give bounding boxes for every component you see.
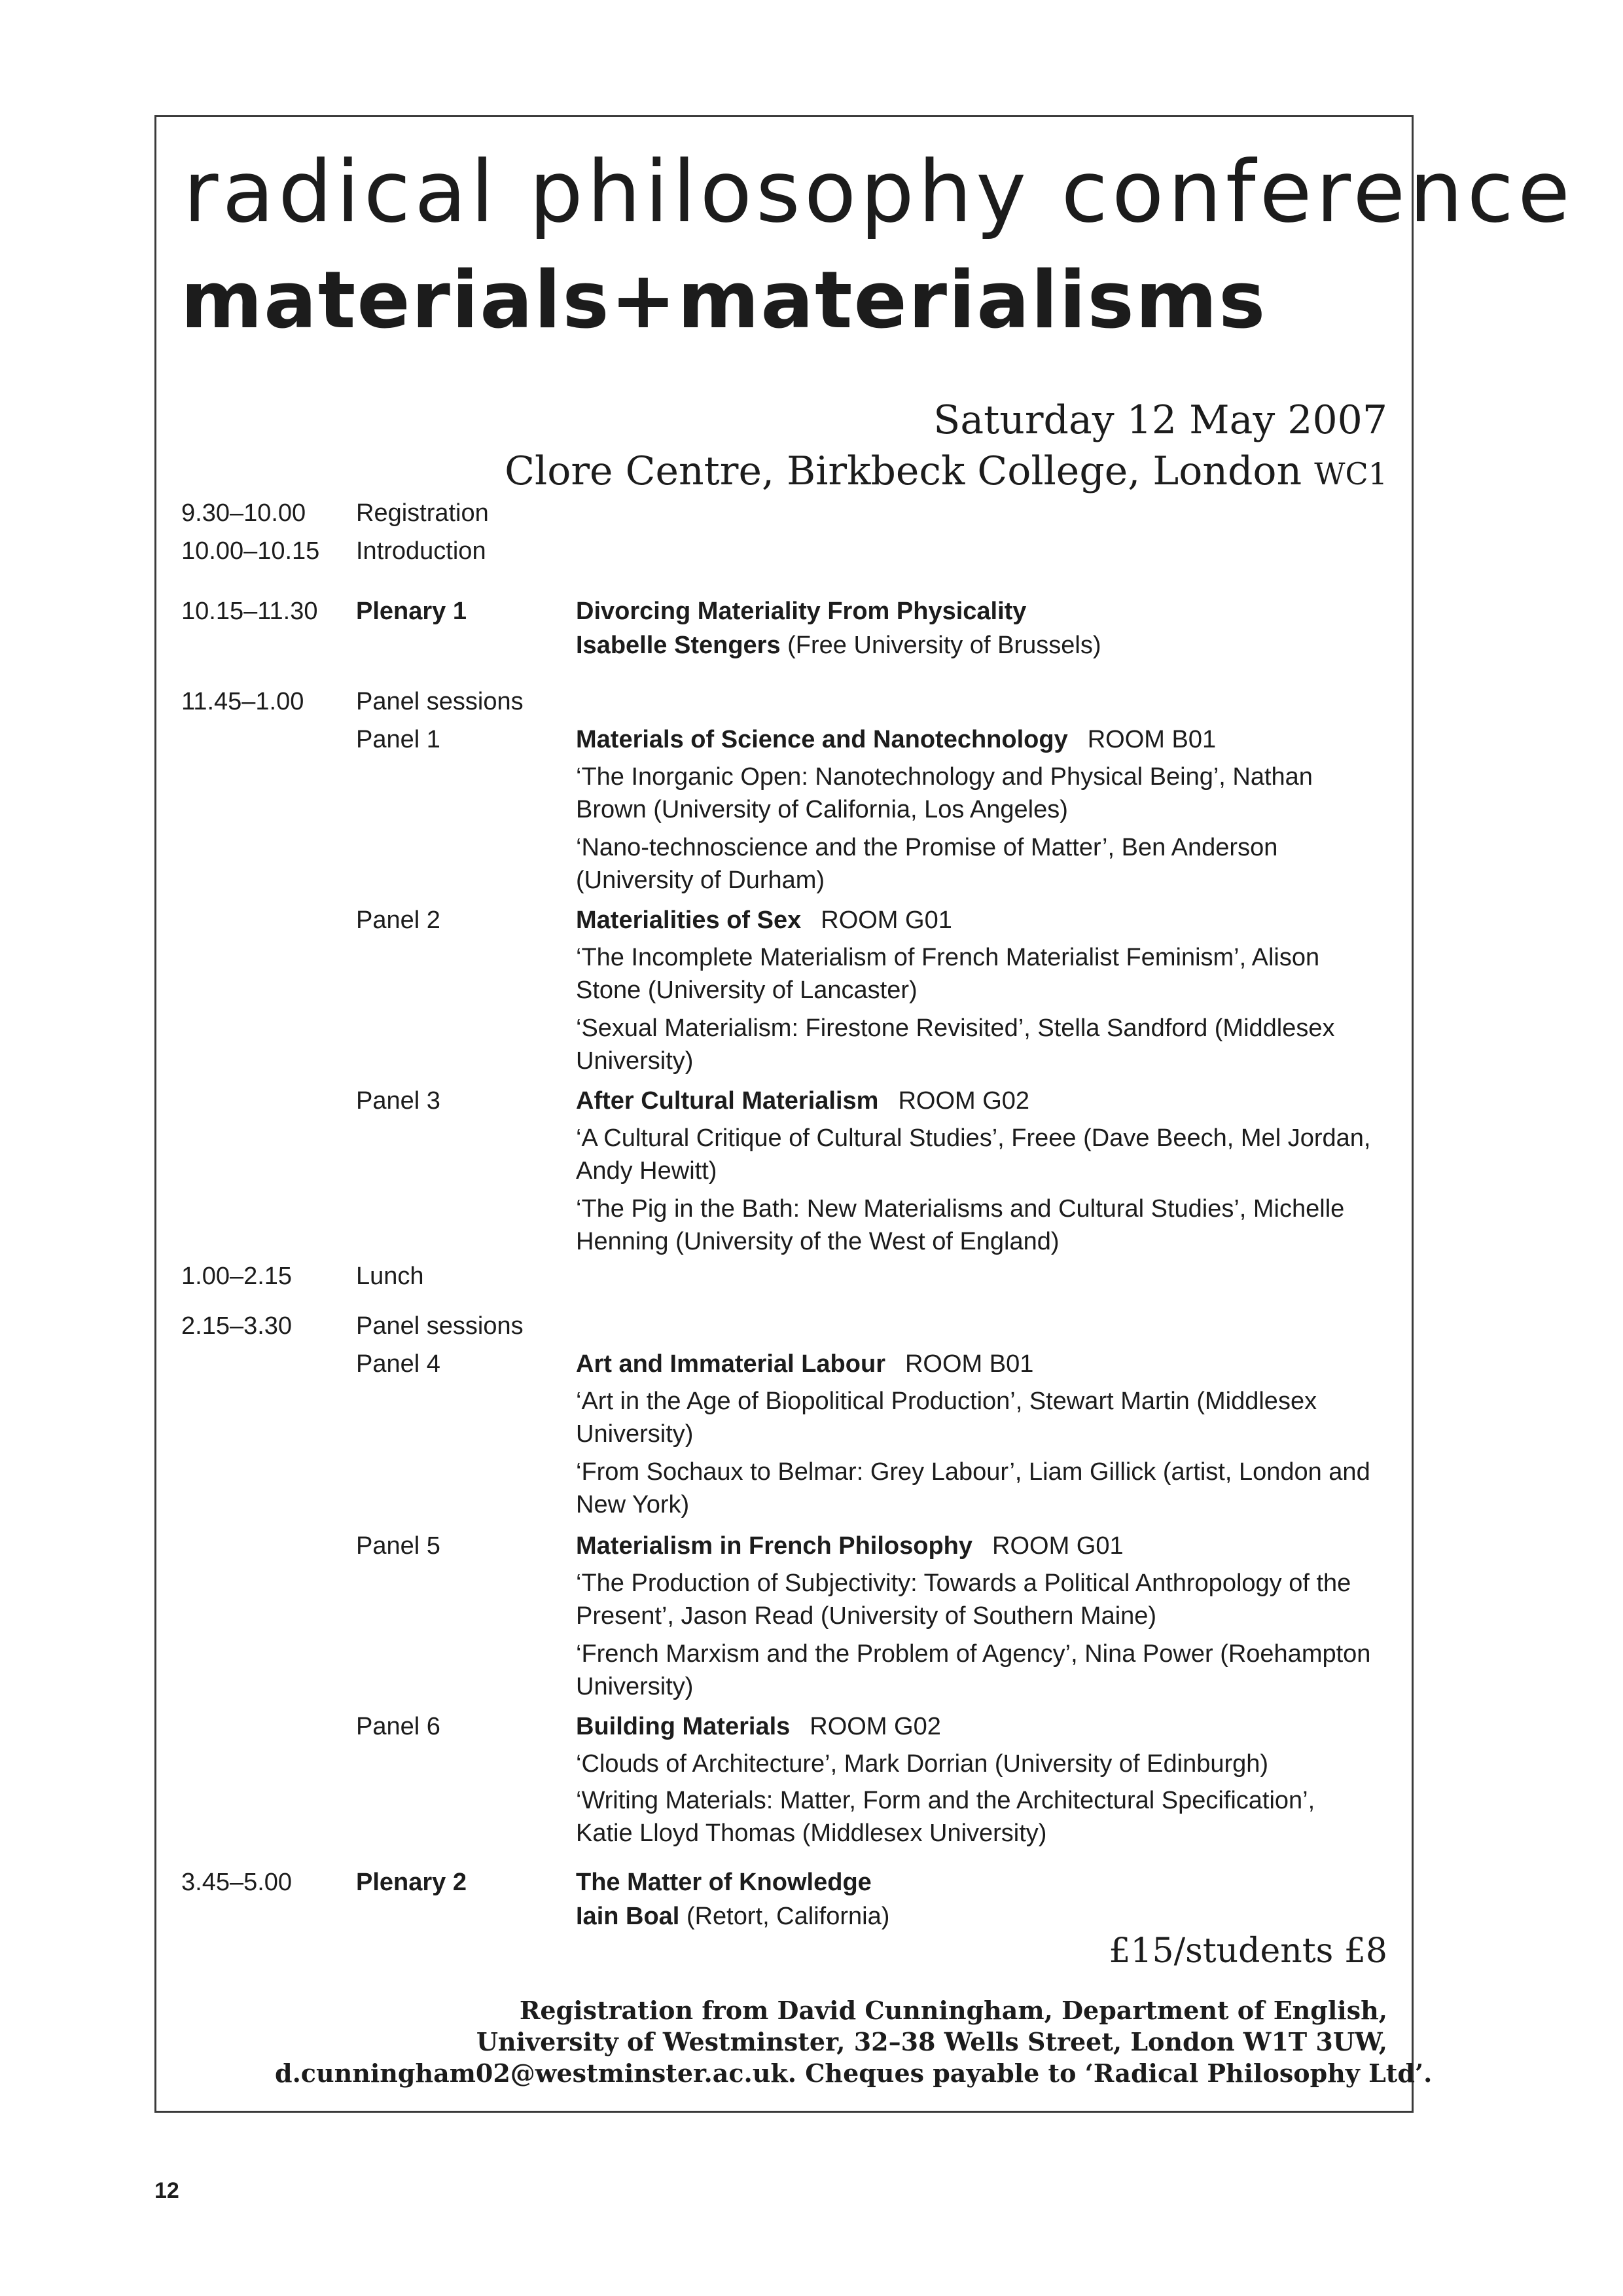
conference-theme: materials+materialisms xyxy=(181,255,1267,346)
panel5-paper2: ‘French Marxism and the Problem of Agency’, Nina Power (Roehampton University) xyxy=(576,1640,1371,1700)
venue-postcode: WC1 xyxy=(1314,456,1387,492)
afternoon-panels-label: Panel sessions xyxy=(356,1312,524,1340)
panel2-label: Panel 2 xyxy=(356,906,440,934)
afternoon-panels-time: 2.15–3.30 xyxy=(181,1312,293,1340)
registration-label: Registration xyxy=(356,499,489,527)
panel1-label: Panel 1 xyxy=(356,726,440,753)
plenary1-time: 10.15–11.30 xyxy=(181,598,318,625)
registration-line-3: d.cunningham02@westminster.ac.uk. Cheques payable to ‘Radical Philosophy Ltd’. xyxy=(275,2058,1433,2088)
plenary1-speaker-line xyxy=(576,628,1101,662)
plenary1-affiliation: (Free University of Brussels) xyxy=(787,632,1101,659)
panel5-heading xyxy=(576,1529,1124,1563)
panel1-title: Materials of Science and Nanotechnology xyxy=(576,726,1068,753)
panel1-paper2: ‘Nano-technoscience and the Promise of Matter’, Ben Anderson (University of Durham) xyxy=(576,834,1278,894)
panel6-paper1: ‘Clouds of Architecture’, Mark Dorrian (University of Edinburgh) xyxy=(576,1750,1269,1778)
panel4-heading xyxy=(576,1347,1033,1381)
panel6-paper2: ‘Writing Materials: Matter, Form and the Architectural Specification’, Katie Lloyd Thomas (Middlesex University) xyxy=(576,1787,1315,1847)
panel3-room: ROOM G02 xyxy=(898,1087,1030,1115)
plenary1-label: Plenary 1 xyxy=(356,598,467,625)
lunch-label: Lunch xyxy=(356,1263,424,1290)
registration-line-2: University of Westminster, 32–38 Wells Street, London W1T 3UW, xyxy=(476,2027,1387,2056)
plenary2-affiliation: (Retort, California) xyxy=(686,1903,890,1930)
panel4-label: Panel 4 xyxy=(356,1350,440,1378)
panel5-title: Materialism in French Philosophy xyxy=(576,1532,973,1560)
conference-title: radical philosophy conference xyxy=(183,142,1575,242)
plenary2-title: The Matter of Knowledge xyxy=(576,1869,872,1896)
panel2-paper2: ‘Sexual Materialism: Firestone Revisited’, Stella Sandford (Middlesex University) xyxy=(576,1014,1335,1075)
panel1-heading xyxy=(576,723,1216,757)
venue-name: Clore Centre, Birkbeck College, London xyxy=(505,448,1302,494)
plenary2-speaker-line xyxy=(576,1899,889,1933)
plenary1-speaker: Isabelle Stengers xyxy=(576,632,781,659)
plenary2-time: 3.45–5.00 xyxy=(181,1869,293,1896)
panel5-paper1: ‘The Production of Subjectivity: Towards a Political Anthropology of the Present’, Jason Read (University of Southern Maine) xyxy=(576,1570,1351,1630)
panel6-title: Building Materials xyxy=(576,1713,791,1740)
lunch-time: 1.00–2.15 xyxy=(181,1263,293,1290)
panel4-title: Art and Immaterial Labour xyxy=(576,1350,885,1378)
plenary2-label: Plenary 2 xyxy=(356,1869,467,1896)
plenary1-title: Divorcing Materiality From Physicality xyxy=(576,598,1027,625)
panel2-paper1: ‘The Incomplete Materialism of French Materialist Feminism’, Alison Stone (University of Lancaster) xyxy=(576,944,1320,1004)
panel3-title: After Cultural Materialism xyxy=(576,1087,879,1115)
panel5-room: ROOM G01 xyxy=(992,1532,1124,1560)
panel2-room: ROOM G01 xyxy=(821,906,952,934)
panel4-paper2: ‘From Sochaux to Belmar: Grey Labour’, Liam Gillick (artist, London and New York) xyxy=(576,1458,1370,1518)
panel3-paper1: ‘A Cultural Critique of Cultural Studies’, Freee (Dave Beech, Mel Jordan, Andy Hewitt) xyxy=(576,1124,1371,1185)
registration-info xyxy=(275,1995,1433,2089)
panel6-label: Panel 6 xyxy=(356,1713,440,1740)
panel3-heading xyxy=(576,1084,1029,1118)
event-venue xyxy=(505,448,1387,494)
event-date: Saturday 12 May 2007 xyxy=(933,397,1387,443)
panel2-heading xyxy=(576,903,952,937)
panel3-paper2: ‘The Pig in the Bath: New Materialisms and Cultural Studies’, Michelle Henning (University of the West of England) xyxy=(576,1195,1345,1255)
morning-panels-label: Panel sessions xyxy=(356,688,524,715)
panel2-title: Materialities of Sex xyxy=(576,906,802,934)
panel3-label: Panel 3 xyxy=(356,1087,440,1115)
registration-line-1: Registration from David Cunningham, Department of English, xyxy=(519,1996,1387,2025)
panel6-room: ROOM G02 xyxy=(810,1713,941,1740)
panel4-paper1: ‘Art in the Age of Biopolitical Production’, Stewart Martin (Middlesex University) xyxy=(576,1388,1317,1448)
page-number: 12 xyxy=(154,2178,179,2203)
plenary2-speaker: Iain Boal xyxy=(576,1903,680,1930)
introduction-label: Introduction xyxy=(356,537,486,565)
panel5-label: Panel 5 xyxy=(356,1532,440,1560)
panel6-heading xyxy=(576,1710,941,1744)
ticket-price: £15/students £8 xyxy=(1109,1931,1387,1971)
panel1-paper1: ‘The Inorganic Open: Nanotechnology and Physical Being’, Nathan Brown (University of California, Los Angeles) xyxy=(576,763,1313,823)
introduction-time: 10.00–10.15 xyxy=(181,537,320,565)
panel4-room: ROOM B01 xyxy=(904,1350,1034,1378)
morning-panels-time: 11.45–1.00 xyxy=(181,688,304,715)
panel1-room: ROOM B01 xyxy=(1087,726,1217,753)
registration-time: 9.30–10.00 xyxy=(181,499,306,527)
